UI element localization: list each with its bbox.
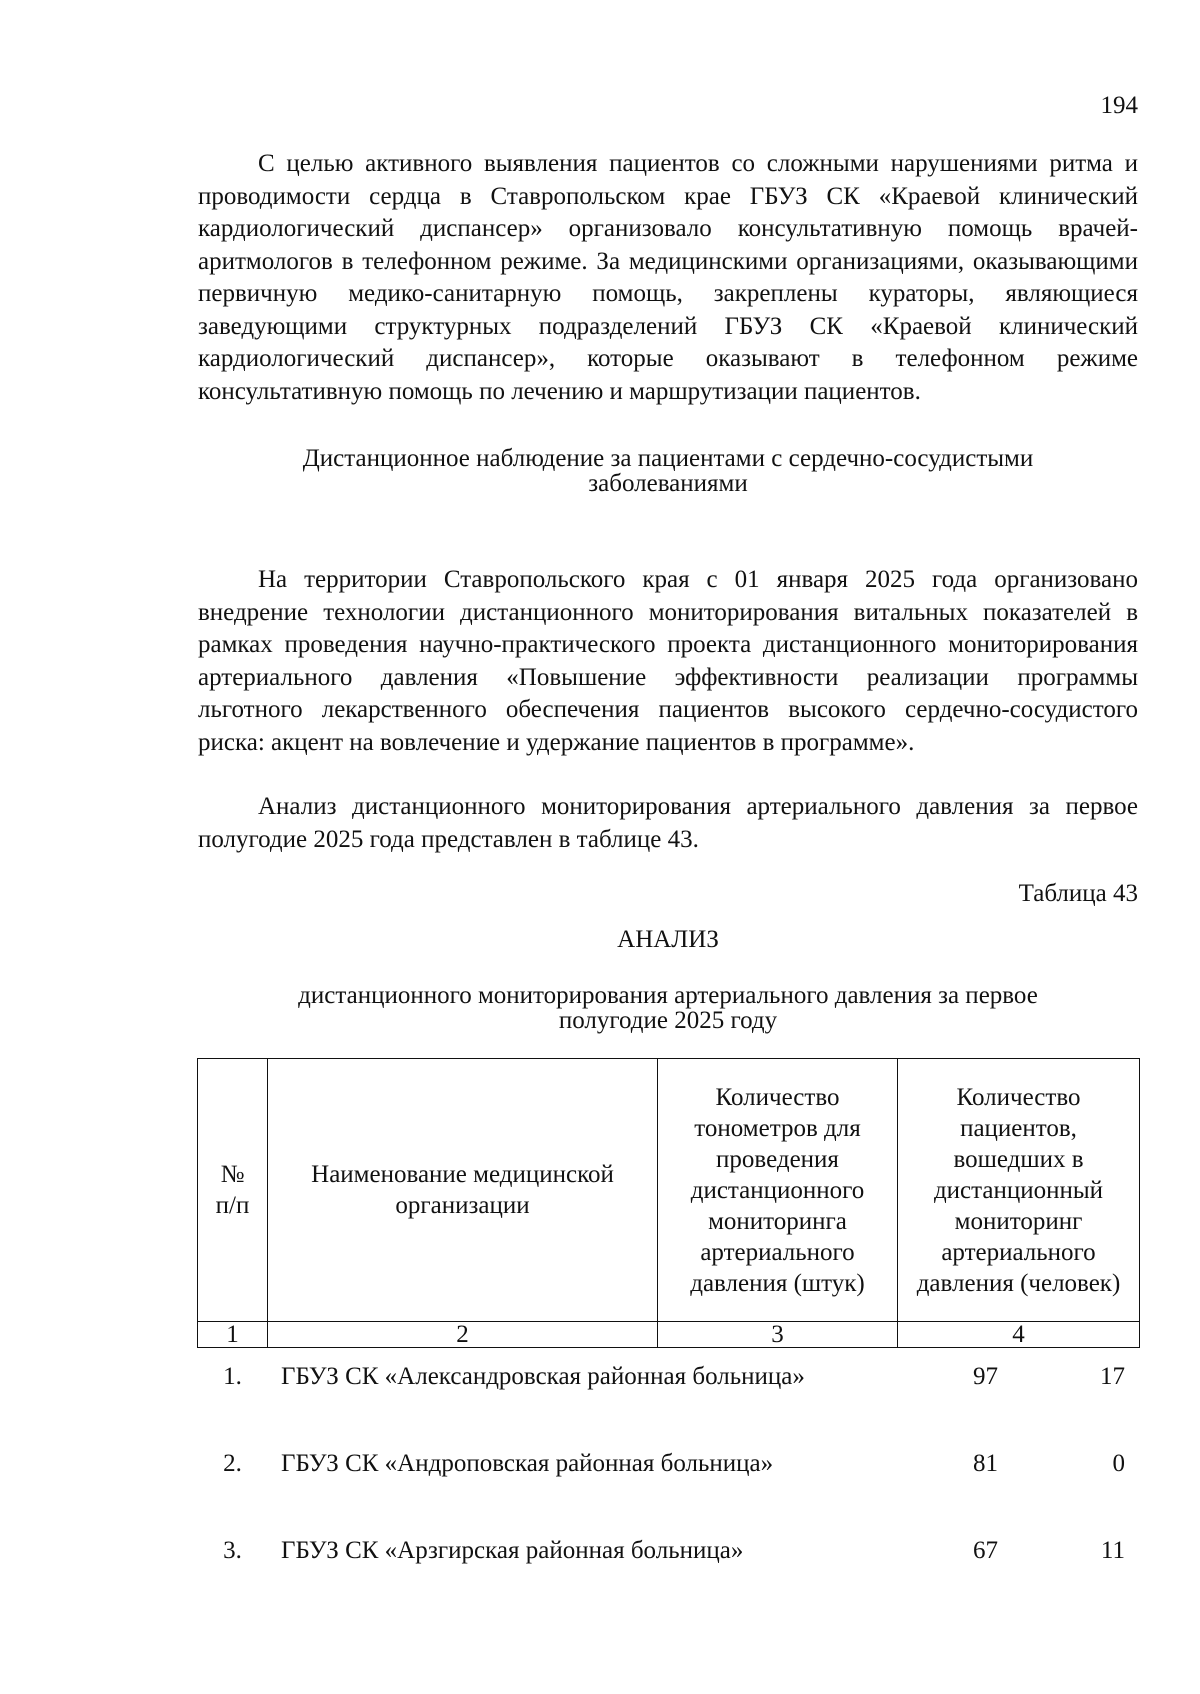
header-tonometers: Количество тонометров для проведения дистанционного мониторинга артериального давления (штук) [658, 1059, 898, 1322]
table-row [197, 1448, 1139, 1535]
row-organization: ГБУЗ СК «Александровская районная больница» [281, 1363, 805, 1390]
column-number-3: 3 [658, 1322, 898, 1348]
table-subtitle [198, 983, 1138, 1033]
table-label: Таблица 43 [1018, 880, 1138, 907]
row-tonometers: 81 [973, 1450, 998, 1477]
row-number: 3. [223, 1537, 242, 1564]
row-organization: ГБУЗ СК «Андроповская районная больница» [281, 1450, 774, 1477]
column-number-2: 2 [268, 1322, 658, 1348]
header-patients: Количество пациентов, вошедших в дистанционный мониторинг артериального давления (человек) [898, 1059, 1140, 1322]
column-number-1: 1 [198, 1322, 268, 1348]
table-subtitle-line-1: дистанционного мониторирования артериального давления за первое [298, 982, 1038, 1009]
row-patients: 0 [1112, 1450, 1125, 1477]
paragraph-table-reference: Анализ дистанционного мониторирования артериального давления за первое полугодие 2025 года представлен в таблице 43. [198, 793, 1138, 853]
row-number: 2. [223, 1450, 242, 1477]
row-organization: ГБУЗ СК «Арзгирская районная больница» [281, 1537, 744, 1564]
row-number: 1. [223, 1363, 242, 1390]
monitoring-table-body [197, 1361, 1139, 1622]
column-number-4: 4 [898, 1322, 1140, 1348]
table-subtitle-line-2: полугодие 2025 году [558, 1007, 778, 1034]
header-number: № п/п [198, 1059, 268, 1322]
row-patients: 11 [1100, 1537, 1125, 1564]
page-number: 194 [1100, 92, 1138, 119]
row-patients: 17 [1100, 1363, 1125, 1390]
section-heading-line-1: Дистанционное наблюдение за пациентами с сердечно-сосудистыми [302, 445, 1034, 472]
table-row [197, 1361, 1139, 1448]
table-row [197, 1535, 1139, 1622]
section-heading-line-2: заболеваниями [588, 470, 748, 497]
paragraph-arrhythmology-consultation: С целью активного выявления пациентов со сложными нарушениями ритма и проводимости сердца в Ставропольском крае ГБУЗ СК «Краевой клинический кардиологический диспансер» организовало консультативную помощь врачей-аритмологов в телефонном режиме. За медицинскими организациями, оказывающими первичную медико-санитарную помощь, закреплены кураторы, являющиеся заведующими структурных подразделений ГБУЗ СК «Краевой клинический кардиологический диспансер», которые оказывают в телефонном режиме консультативную помощь по лечению и маршрутизации пациентов. [198, 150, 1138, 405]
section-heading [198, 446, 1138, 496]
header-organization: Наименование медицинской организации [268, 1059, 658, 1322]
table-title: АНАЛИЗ [617, 926, 719, 953]
row-tonometers: 67 [973, 1537, 998, 1564]
paragraph-remote-monitoring: На территории Ставропольского края с 01 января 2025 года организовано внедрение технологии дистанционного мониторирования витальных показателей в рамках проведения научно-практического проекта дистанционного мониторирования артериального давления «Повышение эффективности реализации программы льготного лекарственного обеспечения пациентов высокого сердечно-сосудистого риска: акцент на вовлечение и удержание пациентов в программе». [198, 566, 1138, 756]
row-tonometers: 97 [973, 1363, 998, 1390]
monitoring-table-header [197, 1058, 1140, 1348]
